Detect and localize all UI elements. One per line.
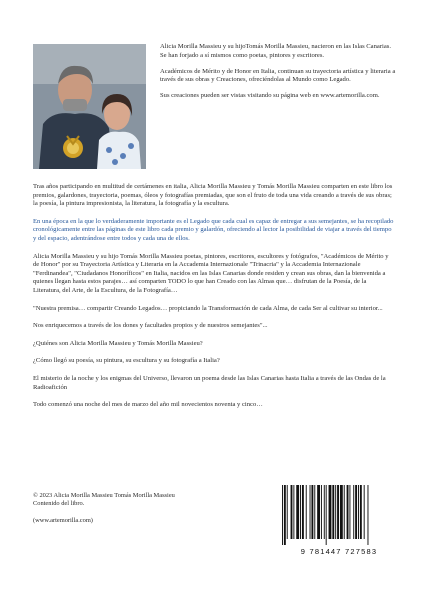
authors-photo bbox=[33, 44, 146, 169]
barcode-bar bbox=[353, 485, 354, 539]
contents-line: Contenido del libro. bbox=[33, 500, 85, 508]
barcode-bar bbox=[344, 485, 345, 539]
quote-paragraph: "Nuestra premisa… compartir Creando Legados… propiciando la Transformación de cada Alma, de cada Ser al cultivar su interior... bbox=[33, 304, 383, 312]
author-bio bbox=[160, 43, 398, 108]
synopsis-paragraph: Alicia Morilla Massieu y su hijo Tomás Morilla Massieu poetas, pintores, escritores, escultores y fotógrafos, "Académicos de Mérito y de Honor" por su Trayectoria Artística y Literaria en la Accademia Internazionale "Trinacria" y la Accademia Internazionale "Ferdinandea", "Ciudadanos Honoríficos" en Italia, nacidos en las Islas Canarias donde residen y crean sus obras, dan la bienvenida a quienes llegan hasta estos parajes… así comparten TODO lo que han Creado con las Almas que… disfrutan de la Poesía, de la Literatura, del Arte, de la Escultura, de la Fotografía… bbox=[33, 252, 389, 294]
barcode-bar bbox=[360, 485, 362, 539]
question-paragraph: ¿Cómo llegó su poesía, su pintura, su escultura y su fotografía a Italia? bbox=[33, 357, 220, 365]
barcode-bar bbox=[310, 485, 311, 539]
barcode-bar bbox=[317, 485, 320, 539]
question-paragraph: ¿Quiénes son Alicia Morilla Massieu y Tomás Morilla Massieu? bbox=[33, 339, 203, 347]
barcode-bar bbox=[296, 485, 299, 539]
barcode-bar bbox=[306, 485, 307, 539]
barcode-bar bbox=[329, 485, 332, 539]
barcode-bar bbox=[287, 485, 288, 539]
barcode-bar bbox=[355, 485, 357, 539]
barcode-bar bbox=[347, 485, 349, 539]
quote-paragraph: Nos enriquecemos a través de los dones y facultades propios y de nuestros semejantes"... bbox=[33, 322, 268, 330]
barcode-bar bbox=[284, 485, 286, 545]
barcode-bar bbox=[326, 485, 327, 545]
isbn-number: 9 781447 727583 bbox=[300, 547, 378, 556]
website-link[interactable]: (www.artemorilla.com) bbox=[33, 516, 93, 524]
barcode-bar bbox=[337, 485, 339, 539]
barcode-bar bbox=[302, 485, 304, 539]
bio-paragraph: Sus creaciones pueden ser vistas visitando su página web en www.artemorilla.com. bbox=[160, 92, 380, 100]
barcode-bar bbox=[358, 485, 359, 539]
barcode-bar bbox=[293, 485, 294, 539]
synopsis-paragraph-highlight: En una época en la que lo verdaderamente importante es el Legado que cada cual es capaz de entregar a sus semejantes, se ha recopilado cronológicamente entre las páginas de este libro cada premio y galardón, ofreciendo al lector la posibilidad de viajar a través del tiempo y del espacio, adentrándose entre todos y cada una de ellos. bbox=[33, 217, 394, 242]
barcode-bar bbox=[300, 485, 301, 539]
barcode-bar bbox=[368, 485, 369, 545]
barcode-bar bbox=[340, 485, 343, 539]
synopsis bbox=[33, 183, 395, 419]
barcode-bar bbox=[314, 485, 315, 539]
barcode-bar bbox=[321, 485, 322, 539]
synopsis-paragraph: El misterio de la noche y los enigmas del Universo, llevaron un poema desde las Islas Canarias hasta Italia a través de las Ondas de la Radioafición bbox=[33, 374, 386, 391]
barcode-bar bbox=[332, 485, 334, 539]
synopsis-paragraph: Tras años participando en multitud de certámenes en italia, Alicia Morilla Massieu y Tomás Morilla Massieu comparten en este libro los premios, galardones, trayectoria, poemas, óleos y fotografías premiadas, que son el fruto de toda una vida creando a través de sus obras; la poesía, la pintura impresionista, la literatura, la fotografía y la escultura. bbox=[33, 183, 393, 208]
bio-paragraph: Alicia Morilla Massieu y su hijoTomás Morilla Massieu, nacieron en las Islas Canarias. Se han forjado a sí mismos como poetas, pintores y escritores. bbox=[160, 43, 392, 59]
copyright-line: © 2023 Alicia Morilla Massieu Tomás Morilla Massieu bbox=[33, 492, 175, 499]
barcode-bar bbox=[311, 485, 313, 539]
isbn-barcode bbox=[278, 485, 400, 555]
barcode-bar bbox=[335, 485, 336, 539]
barcode-bar bbox=[364, 485, 365, 539]
copyright-block bbox=[33, 492, 233, 525]
barcode-bar bbox=[324, 485, 325, 539]
barcode-bar bbox=[349, 485, 350, 539]
bio-paragraph: Académicos de Mérito y de Honor en Italia, continuan su trayectoria artística y literaria a través de sus obras y Creaciones, ofreciéndolas al Mundo como Legado. bbox=[160, 67, 396, 84]
barcode-bar bbox=[282, 485, 283, 545]
synopsis-paragraph: Todo comenzó una noche del mes de marzo del año mil novecientos noventa y cinco… bbox=[33, 401, 263, 409]
barcode-bar bbox=[291, 485, 293, 539]
